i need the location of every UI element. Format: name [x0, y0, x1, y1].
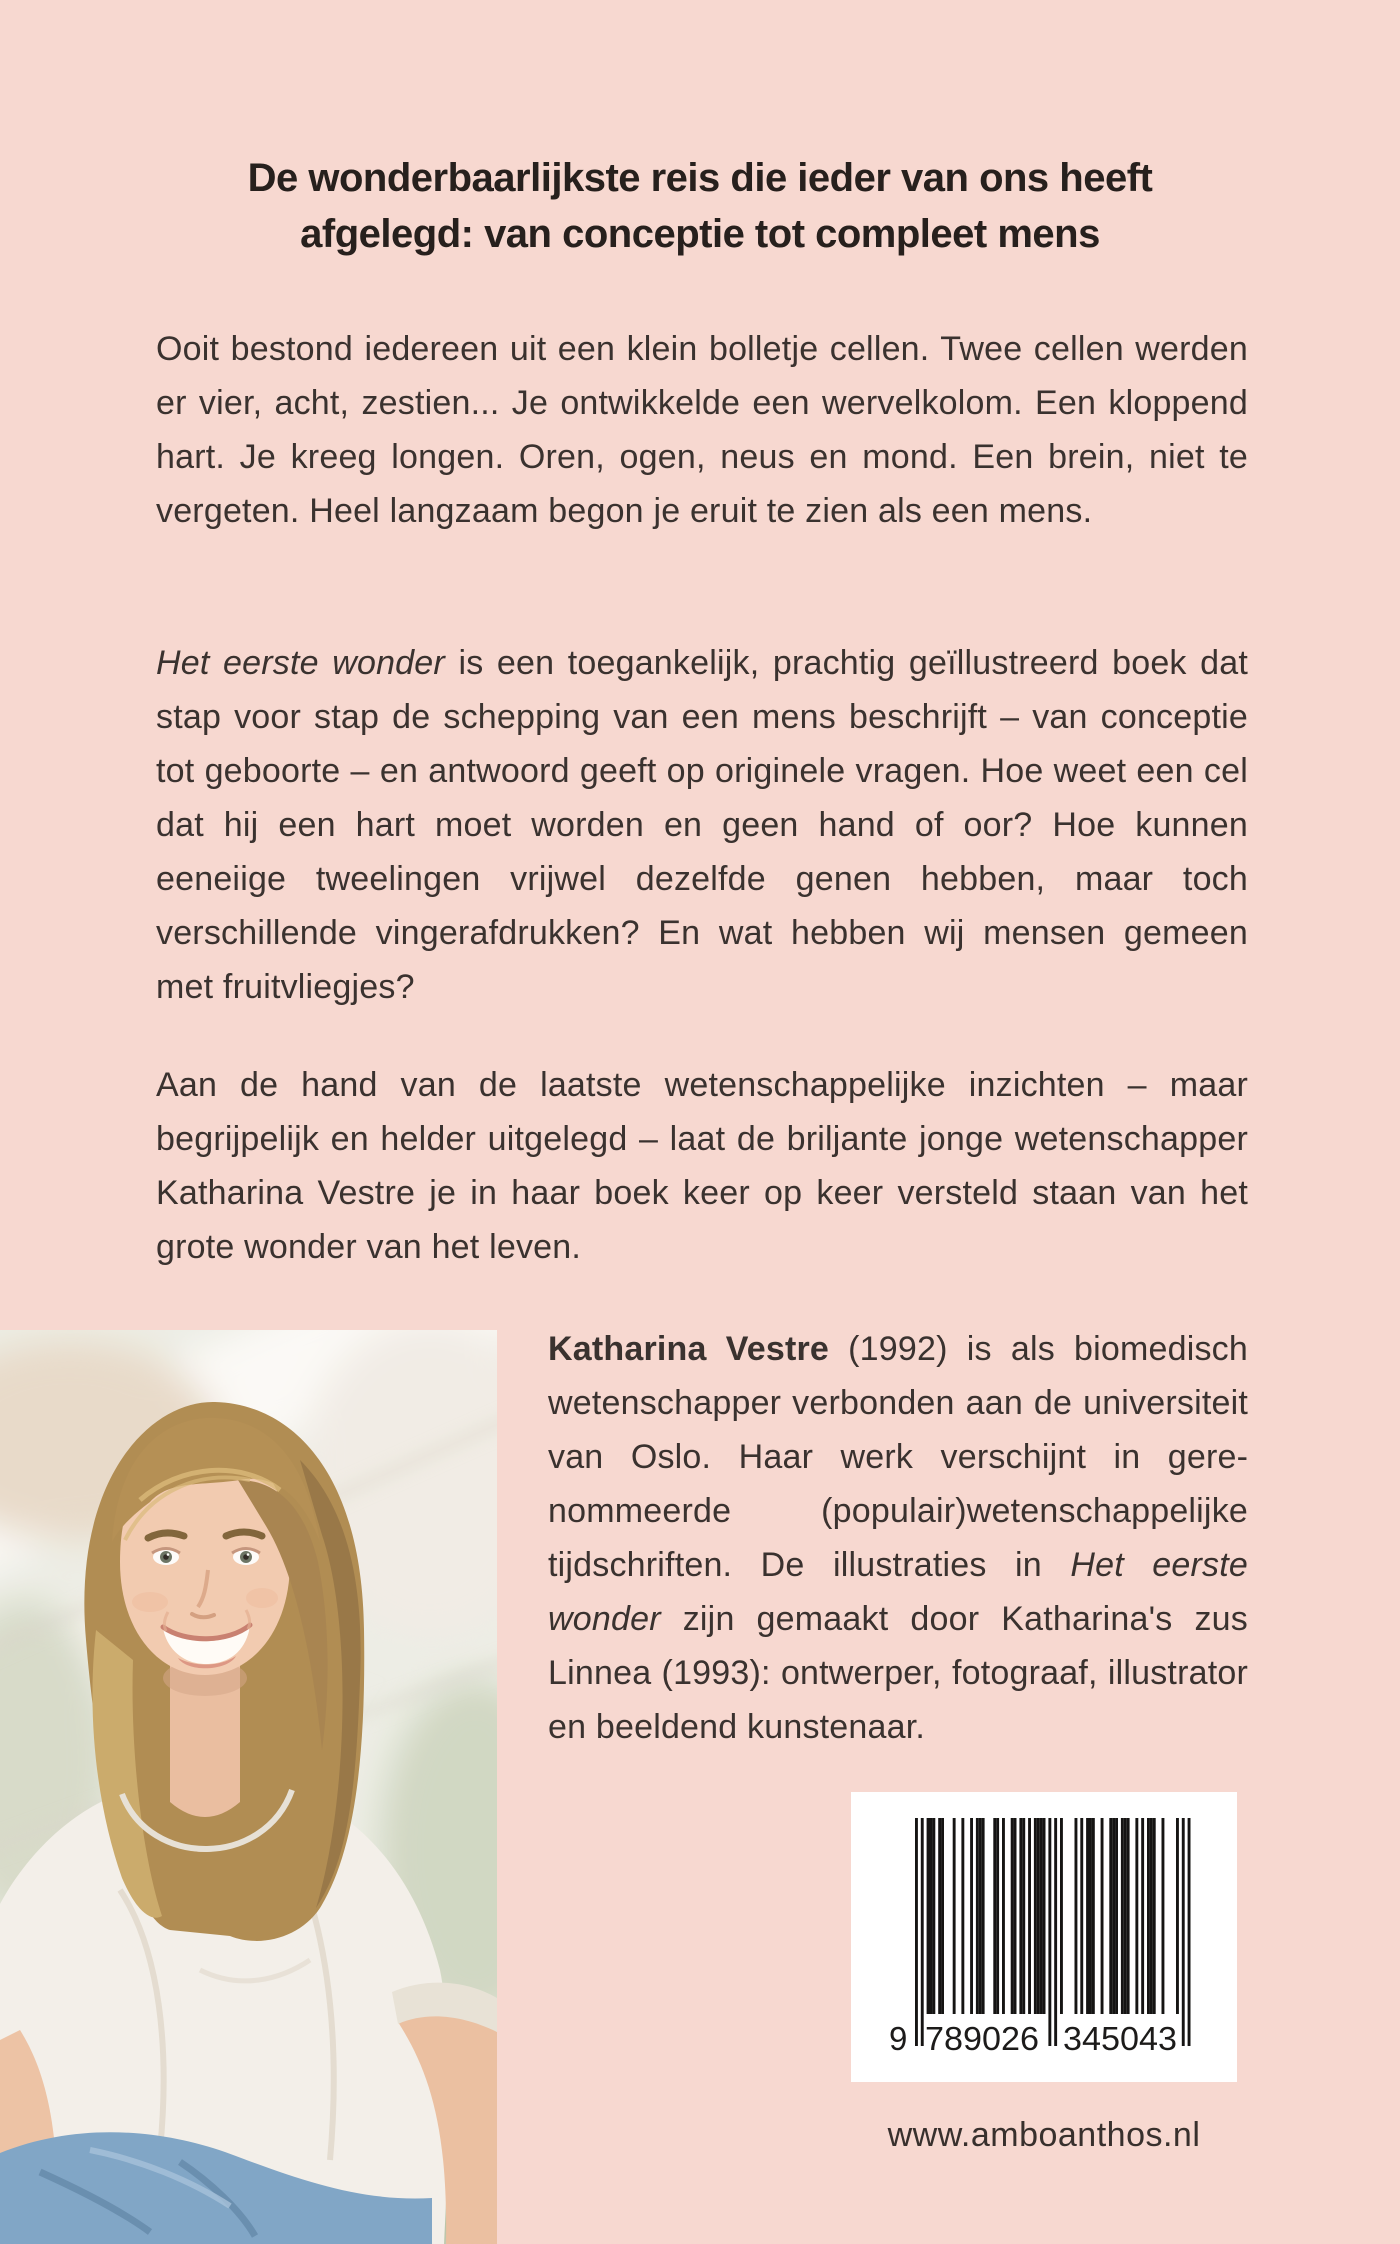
- svg-text:345043: 345043: [1063, 2020, 1177, 2057]
- author-bio: [548, 1322, 1248, 1754]
- publisher-website: www.amboanthos.nl: [887, 2116, 1201, 2154]
- blurb-paragraph-3: Aan de hand van de laatste wetenschappelijke inzichten – maar begrijpelijk en helder uitgelegd – laat de briljante jonge wetenschapper Katharina Vestre je in haar boek keer op keer versteld staan van het grote wonder van het leven.: [156, 1066, 1248, 1266]
- author-bio-part2: zijn gemaakt door Katharina's zus Linnea (1993): ontwerper, fotograaf, illustrator en beeldend kunstenaar.: [548, 1600, 1248, 1746]
- author-bio-part1: (1992) is als biomedisch wetenschapper verbonden aan de universiteit van Oslo. Haar werk verschijnt in gerenommeerde (populair)wetenschappelijke tijdschriften. De illustraties in: [548, 1330, 1248, 1584]
- barcode-panel: [851, 1792, 1237, 2082]
- svg-text:9: 9: [889, 2020, 908, 2057]
- headline-line-1: De wonderbaarlijkste reis die ieder van ons heeft: [247, 156, 1153, 200]
- photo-person: [0, 1330, 497, 2244]
- author-name-bold: Katharina Vestre: [548, 1330, 830, 1368]
- headline-line-2: afgelegd: van conceptie tot compleet mens: [300, 212, 1100, 256]
- cover-headline: [120, 150, 1280, 262]
- blurb-paragraph-2-text: is een toegankelijk, prachtig geïllustreerd boek dat stap voor stap de schepping van een mens beschrijft – van conceptie tot geboorte – en antwoord geeft op originele vragen. Hoe weet een cel dat hij een hart moet worden en geen hand of oor? Hoe kunnen eeneiige tweelingen vrijwel dezelfde genen hebben, maar toch verschillende vingerafdrukken? En wat hebben wij mensen gemeen met fruitvliegjes?: [156, 644, 1248, 1006]
- book-title-italic: Het eerste wonder: [156, 644, 445, 682]
- author-photo: [0, 1330, 497, 2244]
- author-photo-illustration: [0, 1330, 497, 2244]
- book-title-italic-bio: Het eerste wonder: [548, 1546, 1248, 1638]
- svg-text:789026: 789026: [925, 2020, 1039, 2057]
- blurb-paragraph-1: Ooit bestond iedereen uit een klein bolletje cellen. Twee cellen werden er vier, acht, zestien... Je ontwikkelde een wervelkolom. Een kloppend hart. Je kreeg longen. Oren, ogen, neus en mond. Een brein, niet te vergeten. Heel langzaam begon je eruit te zien als een mens.: [156, 330, 1248, 530]
- ean13-barcode: [851, 1792, 1237, 2082]
- blurb-paragraph-2: [156, 636, 1248, 1014]
